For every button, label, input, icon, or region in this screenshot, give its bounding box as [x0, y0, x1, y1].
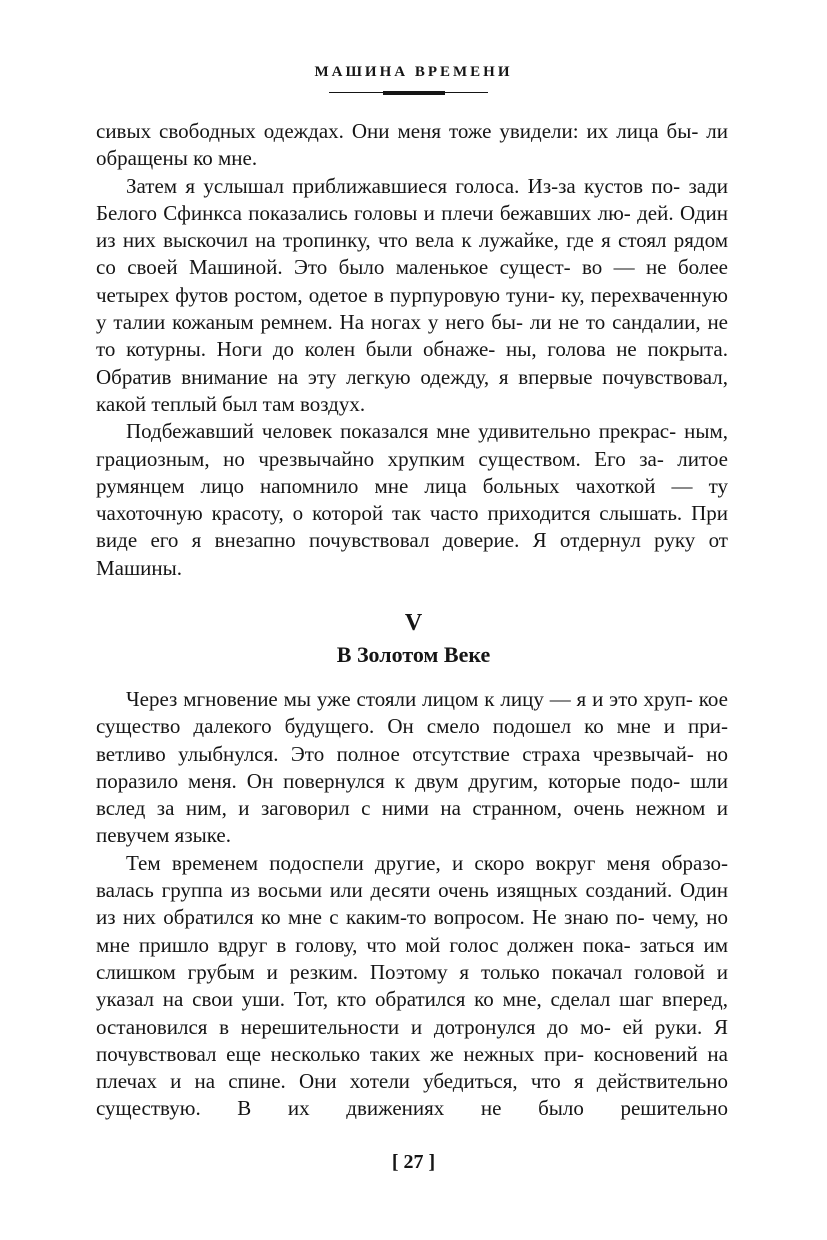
page-number: [ 27 ] [391, 1151, 436, 1173]
chapter-number: V [404, 610, 423, 636]
running-header: МАШИНА ВРЕМЕНИ [314, 64, 513, 80]
body-text-section-2 [96, 686, 728, 1123]
body-text-section-1 [96, 118, 728, 582]
chapter-title: В Золотом Веке [336, 642, 491, 667]
paragraph: Подбежавший человек показался мне удивительно прекрас- ным, грациозным, но чрезвычайно хрупким существом. Его за- литое румянцем лицо напомнило мне лица больных чахоткой — ту чахоточную красоту, о которой так часто приходится слышать. При виде его я внезапно почувствовал доверие. Я отдернул руку от Машины. [96, 419, 728, 580]
paragraph: Затем я услышал приближавшиеся голоса. Из-за кустов по- зади Белого Сфинкса показались головы и плечи бежавших лю- дей. Один из них выскочил на тропинку, что вела к лужайке, где я стоял рядом со своей Машиной. Это было маленькое сущест- во — не более четырех футов ростом, одетое в пурпуровую туни- ку, перехваченную у талии кожаным ремнем. На ногах у него бы- ли не то сандалии, не то котурны. Ноги до колен были обнаже- ны, голова не покрыта. Обратив внимание на эту легкую одежду, я впервые почувствовал, какой теплый был там воздух. [96, 173, 728, 416]
paragraph: сивых свободных одеждах. Они меня тоже увидели: их лица бы- ли обращены ко мне. [96, 119, 728, 171]
paragraph: Тем временем подоспели другие, и скоро вокруг меня образо- валась группа из восьми или десяти очень изящных созданий. Один из них обратился ко мне с каким-то вопросом. Не знаю по- чему, но мне пришло вдруг в голову, что мой голос должен пока- заться им слишком грубым и резким. Поэтому я только покачал головой и указал на свои уши. Тот, кто обратился ко мне, сделал шаг вперед, остановился в нерешительности и дотронулся до мо- ей руки. Я почувствовал еще несколько таких же нежных при- косновений на плечах и на спине. Они хотели убедиться, что я действительно существую. В их движениях не было решительно [96, 850, 728, 1121]
paragraph: Через мгновение мы уже стояли лицом к лицу — я и это хруп- кое существо далекого будущего. Он смело подошел ко мне и при- ветливо улыбнулся. Это полное отсутствие страха чрезвычай- но поразило меня. Он повернулся к двум другим, которые подо- шли вслед за ним, и заговорил с ними на странном, очень нежном и певучем языке. [96, 687, 728, 848]
header-rule-center-bar [383, 91, 445, 95]
